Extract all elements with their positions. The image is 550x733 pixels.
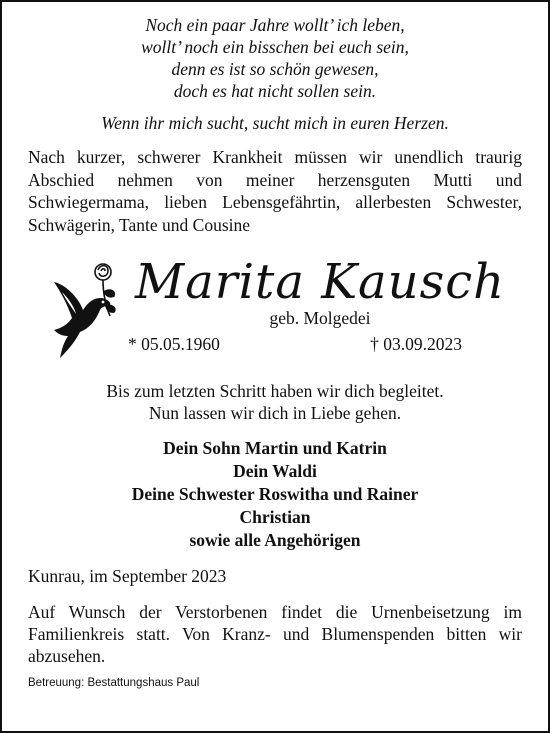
funeral-note: Auf Wunsch der Verstorbenen findet die Urnenbeisetzung im Familienkreis statt. Von Kranz- und Blumenspenden bitten wir abzusehen. bbox=[28, 602, 522, 666]
quote: Wenn ihr mich sucht, sucht mich in euren Herzen. bbox=[101, 113, 449, 133]
farewell-line: Bis zum letzten Schritt haben wir dich begleitet. bbox=[106, 381, 444, 401]
mourner-line: Deine Schwester Roswitha und Rainer bbox=[131, 484, 419, 504]
intro-text: Nach kurzer, schwerer Krankheit müssen wir unendlich traurig Abschied nehmen von meiner herzensguten Mutti und Schwiegermama, lieben Lebensgefährtin, allerbesten Schwester, Schwägerin, Tante und Cousine bbox=[28, 147, 522, 235]
mourner-line: sowie alle Angehörigen bbox=[189, 530, 361, 550]
death-date: † 03.09.2023 bbox=[370, 334, 462, 354]
place-date: Kunrau, im September 2023 bbox=[28, 566, 227, 586]
farewell-text bbox=[28, 380, 522, 424]
deceased-block bbox=[28, 256, 522, 362]
birth-date: * 05.05.1960 bbox=[128, 334, 220, 354]
mourners-list bbox=[28, 437, 522, 552]
mourner-line: Dein Waldi bbox=[233, 461, 317, 481]
funeral-home-credit: Betreuung: Bestattungshaus Paul bbox=[28, 677, 200, 689]
poem-line: wollt’ noch ein bisschen bei euch sein, bbox=[141, 37, 409, 57]
poem-line: Noch ein paar Jahre wollt’ ich leben, bbox=[145, 15, 405, 35]
born-name: geb. Molgedei bbox=[269, 308, 371, 328]
poem-line: doch es hat nicht sollen sein. bbox=[173, 81, 377, 101]
farewell-line: Nun lassen wir dich in Liebe gehen. bbox=[148, 403, 402, 423]
life-dates bbox=[128, 334, 462, 355]
mourner-line: Dein Sohn Martin und Katrin bbox=[163, 438, 387, 458]
deceased-name: Marita Kausch bbox=[134, 254, 506, 310]
mourner-line: Christian bbox=[239, 507, 311, 527]
poem-line: denn es ist so schön gewesen, bbox=[171, 59, 379, 79]
poem bbox=[28, 14, 522, 102]
